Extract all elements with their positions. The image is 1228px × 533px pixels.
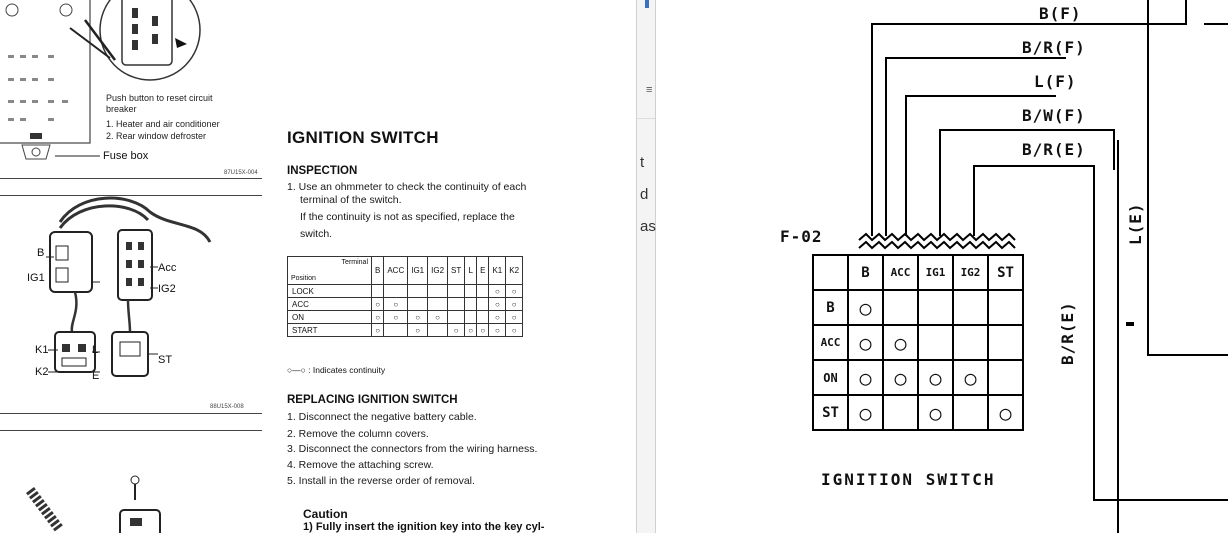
- column-header: ACC: [384, 257, 408, 285]
- diagram-title: IGNITION SWITCH: [821, 470, 996, 489]
- caption-line-2: breaker: [106, 104, 137, 114]
- step-3: 3. Disconnect the connectors from the wiring harness.: [287, 443, 538, 455]
- continuity-mark: ○: [384, 311, 408, 324]
- clipped-text-1: t: [640, 154, 645, 171]
- column-header: K2: [506, 257, 523, 285]
- continuity-mark: ○: [506, 285, 523, 298]
- continuity-mark: ○: [506, 298, 523, 311]
- grid-row-header: ON: [813, 360, 848, 395]
- wire-label-b-r-f: B/R(F): [1022, 38, 1086, 57]
- continuity-circle: ○: [848, 395, 883, 430]
- figure-code-2: 88U15X-008: [210, 404, 244, 410]
- figure-divider: [0, 413, 262, 414]
- step-2: 2. Remove the column covers.: [287, 428, 429, 440]
- table-header-row: [288, 257, 523, 285]
- connector-label-k1: K1: [35, 344, 49, 356]
- wire-label-b-f: B(F): [1039, 4, 1082, 23]
- grid-cell: [988, 325, 1023, 360]
- continuity-mark: ○: [489, 298, 506, 311]
- grid-row-header: ST: [813, 395, 848, 430]
- wire-label-l-f: L(F): [1034, 72, 1077, 91]
- grid-cell: [953, 395, 988, 430]
- continuity-mark: ○: [506, 324, 523, 337]
- replacing-heading: REPLACING IGNITION SWITCH: [287, 394, 458, 406]
- clipped-text-3: as: [640, 218, 656, 235]
- column-header: B: [372, 257, 384, 285]
- inspection-line-4: switch.: [300, 228, 333, 240]
- removal-figure: [0, 470, 265, 533]
- tab-edge: [645, 0, 649, 8]
- column-header: IG1: [408, 257, 428, 285]
- column-header: IG2: [428, 257, 448, 285]
- grid-cell: [918, 325, 953, 360]
- grid-cell: [953, 290, 988, 325]
- table-row: [288, 285, 523, 298]
- grid-cell: [953, 325, 988, 360]
- row-label: LOCK: [288, 285, 372, 298]
- inspection-line-3: If the continuity is not as specified, replace the: [300, 211, 515, 223]
- row-label: ACC: [288, 298, 372, 311]
- continuity-mark: ○: [372, 324, 384, 337]
- connector-id: F-02: [780, 227, 823, 246]
- column-header: ST: [448, 257, 465, 285]
- figure-divider: [0, 430, 262, 431]
- column-header: K1: [489, 257, 506, 285]
- continuity-circle: ○: [883, 360, 918, 395]
- column-header: E: [477, 257, 489, 285]
- continuity-mark: ○: [372, 311, 384, 324]
- connector-label-e: E: [92, 370, 100, 382]
- step-5: 5. Install in the reverse order of removal.: [287, 475, 475, 487]
- continuity-circle: ○: [918, 360, 953, 395]
- connector-label-k2: K2: [35, 366, 49, 378]
- inspection-line-1: 1. Use an ohmmeter to check the continuity of each: [287, 181, 527, 193]
- grid-col-header: B: [848, 255, 883, 290]
- vertical-label-l-e: L(E): [1126, 202, 1145, 245]
- connector-label-b: B: [37, 247, 45, 259]
- grid-col-header: ACC: [883, 255, 918, 290]
- fuse-box-label: Fuse box: [103, 150, 149, 162]
- vertical-label-b-r-e: B/R(E): [1058, 301, 1077, 365]
- continuity-circle: ○: [848, 360, 883, 395]
- figure-divider: [0, 178, 262, 179]
- grid-cell: [883, 290, 918, 325]
- grid-col-header: IG1: [918, 255, 953, 290]
- continuity-table: [287, 256, 523, 337]
- connector-label-st: ST: [158, 354, 173, 366]
- continuity-circle: ○: [918, 395, 953, 430]
- table-legend: ○—○ : Indicates continuity: [287, 365, 386, 375]
- continuity-mark: ○: [489, 324, 506, 337]
- caution-heading: Caution: [303, 507, 348, 521]
- table-row: [288, 324, 523, 337]
- continuity-circle: ○: [883, 325, 918, 360]
- continuity-mark: ○: [372, 298, 384, 311]
- continuity-circle: ○: [848, 290, 883, 325]
- grid-row: [813, 325, 1023, 360]
- continuity-mark: ○: [408, 324, 428, 337]
- continuity-mark: ○: [428, 311, 448, 324]
- grid-header-row: [813, 255, 1023, 290]
- grid-cell: [988, 360, 1023, 395]
- connector-label-ig1: IG1: [27, 272, 45, 284]
- continuity-circle: ○: [988, 395, 1023, 430]
- continuity-mark: ○: [465, 324, 477, 337]
- column-header: L: [465, 257, 477, 285]
- continuity-mark: ○: [448, 324, 465, 337]
- grid-col-header: ST: [988, 255, 1023, 290]
- inspection-line-2: terminal of the switch.: [300, 194, 402, 206]
- figure-code-1: 87U15X-004: [224, 170, 258, 176]
- caption-line-3: 1. Heater and air conditioner: [106, 119, 220, 129]
- section-title: IGNITION SWITCH: [287, 128, 439, 147]
- inspection-heading: INSPECTION: [287, 165, 358, 177]
- caption-line-4: 2. Rear window defroster: [106, 131, 207, 141]
- grid-cell: [918, 290, 953, 325]
- corner-terminal: Terminal: [341, 259, 368, 266]
- grid-col-header: IG2: [953, 255, 988, 290]
- figure-divider: [0, 195, 262, 196]
- grid-corner: [813, 255, 848, 290]
- continuity-mark: ○: [408, 311, 428, 324]
- table-row: [288, 311, 523, 324]
- row-label: START: [288, 324, 372, 337]
- caution-line-1: 1) Fully insert the ignition key into the key cyl-: [303, 521, 545, 533]
- ignition-switch-grid: [812, 254, 1024, 431]
- wire-label-b-r-e: B/R(E): [1022, 140, 1086, 159]
- continuity-mark: ○: [384, 298, 408, 311]
- clipped-text-2: d: [640, 186, 649, 203]
- connector-label-acc: Acc: [158, 262, 177, 274]
- strip-divider: [637, 118, 656, 119]
- grid-row: [813, 290, 1023, 325]
- continuity-mark: ○: [489, 311, 506, 324]
- corner-position: Position: [291, 275, 316, 282]
- grid-cell: [988, 290, 1023, 325]
- menu-glyph-icon: ≡: [646, 84, 653, 96]
- continuity-mark: ○: [489, 285, 506, 298]
- continuity-circle: ○: [953, 360, 988, 395]
- grid-row: [813, 360, 1023, 395]
- table-row: [288, 298, 523, 311]
- continuity-circle: ○: [848, 325, 883, 360]
- step-4: 4. Remove the attaching screw.: [287, 459, 434, 471]
- caption-line-1: Push button to reset circuit: [106, 93, 213, 103]
- grid-row-header: ACC: [813, 325, 848, 360]
- grid-row-header: B: [813, 290, 848, 325]
- step-1: 1. Disconnect the negative battery cable.: [287, 411, 477, 423]
- connector-label-ig2: IG2: [158, 283, 176, 295]
- background-window-strip: [636, 0, 656, 533]
- grid-row: [813, 395, 1023, 430]
- connector-label-l: L: [92, 344, 99, 356]
- continuity-mark: ○: [506, 311, 523, 324]
- wire-label-b-w-f: B/W(F): [1022, 106, 1086, 125]
- continuity-mark: ○: [477, 324, 489, 337]
- grid-cell: [883, 395, 918, 430]
- row-label: ON: [288, 311, 372, 324]
- table-corner: [288, 257, 372, 285]
